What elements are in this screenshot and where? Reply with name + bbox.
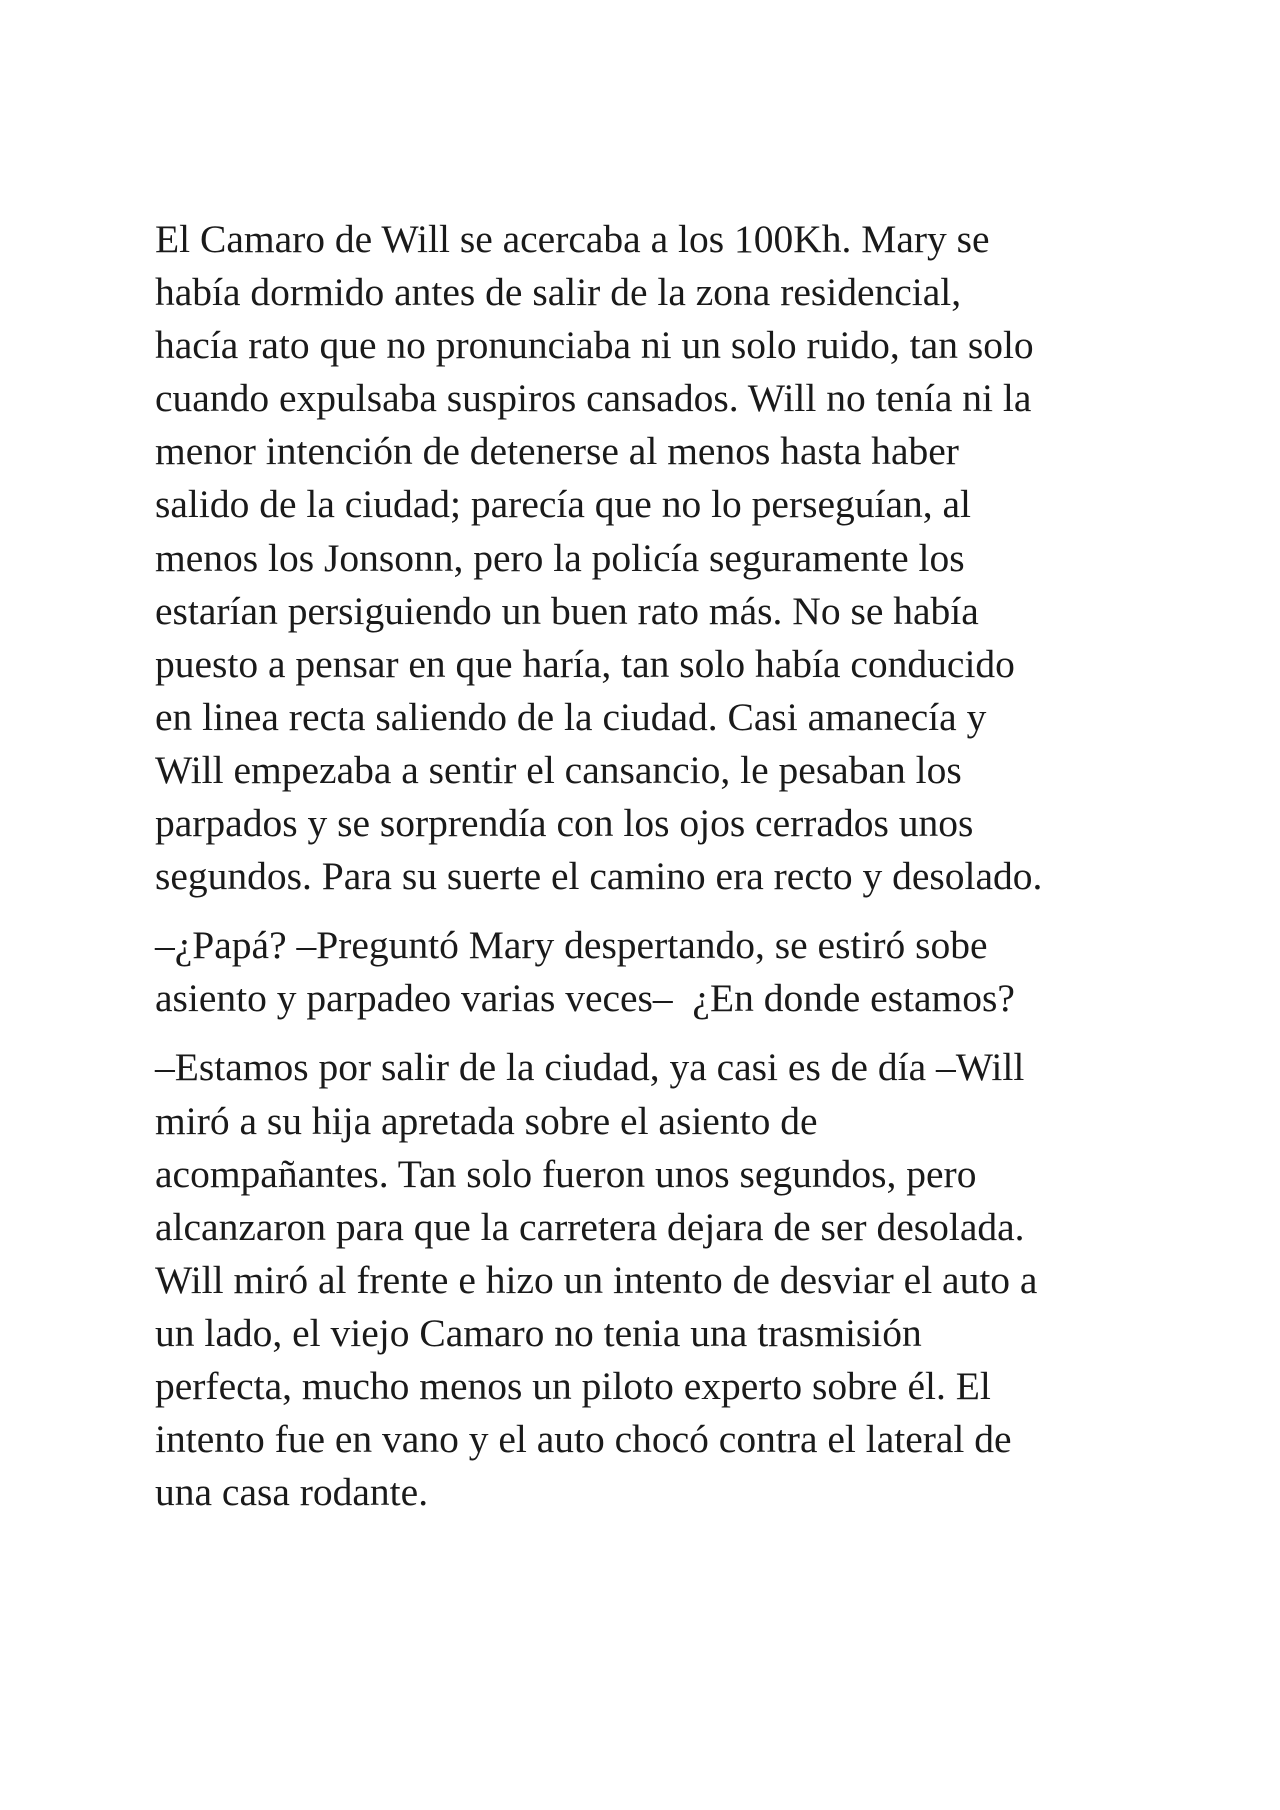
text-line: Will miró al frente e hizo un intento de desviar el auto a — [155, 1257, 1038, 1302]
text-line: segundos. Para su suerte el camino era recto y desolado. — [155, 854, 1043, 899]
text-line: acompañantes. Tan solo fueron unos segundos, pero — [155, 1151, 977, 1196]
text-line: El Camaro de Will se acercaba a los 100Kh. Mary se — [155, 217, 990, 261]
text-line: puesto a pensar en que haría, tan solo había conducido — [155, 641, 1015, 686]
text-line: en linea recta saliendo de la ciudad. Casi amanecía y — [155, 694, 987, 739]
text-line: cuando expulsaba suspiros cansados. Will no tenía ni la — [155, 376, 1032, 421]
text-line: salido de la ciudad; parecía que no lo perseguían, al — [155, 482, 972, 527]
text-line: asiento y parpadeo varias veces– ¿En donde estamos? — [155, 976, 1015, 1021]
text-line: –¿Papá? –Preguntó Mary despertando, se estiró sobe — [155, 923, 988, 968]
paragraph-narration — [155, 213, 1145, 903]
text-line: una casa rodante. — [155, 1470, 429, 1515]
text-line: hacía rato que no pronunciaba ni un solo ruido, tan solo — [155, 323, 1034, 368]
text-line: estarían persiguiendo un buen rato más. No se había — [155, 588, 979, 633]
text-line: había dormido antes de salir de la zona residencial, — [155, 270, 962, 315]
paragraph-dialogue-mary — [155, 919, 1145, 1025]
text-line: Will empezaba a sentir el cansancio, le pesaban los — [155, 747, 962, 792]
text-line: parpados y se sorprendía con los ojos cerrados unos — [155, 801, 974, 846]
text-line: perfecta, mucho menos un piloto experto sobre él. El — [155, 1363, 991, 1408]
paragraph-spacer — [155, 903, 1145, 919]
text-line: alcanzaron para que la carretera dejara de ser desolada. — [155, 1204, 1025, 1249]
text-line: menos los Jonsonn, pero la policía seguramente los — [155, 535, 965, 580]
paragraph-dialogue-will — [155, 1041, 1145, 1519]
text-line: –Estamos por salir de la ciudad, ya casi es de día –Will — [155, 1045, 1025, 1090]
text-line: miró a su hija apretada sobre el asiento de — [155, 1098, 818, 1143]
text-line: intento fue en vano y el auto chocó contra el lateral de — [155, 1417, 1012, 1462]
story-text — [155, 213, 1145, 1519]
paragraph-spacer — [155, 1025, 1145, 1041]
text-line: un lado, el viejo Camaro no tenia una trasmisión — [155, 1310, 922, 1355]
text-line: menor intención de detenerse al menos hasta haber — [155, 429, 959, 474]
